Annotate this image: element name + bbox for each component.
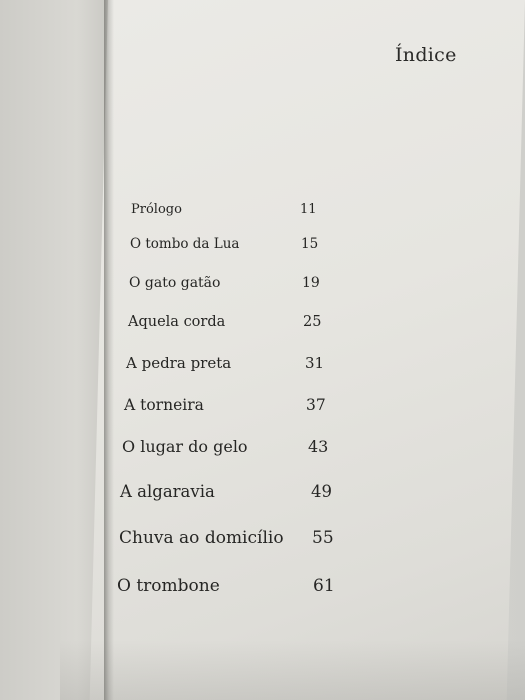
page-title: Índice bbox=[395, 44, 457, 66]
toc-entry-title: A algaravia bbox=[120, 482, 215, 501]
toc-entry-page: 49 bbox=[311, 482, 332, 501]
toc-entry-page: 55 bbox=[312, 528, 334, 548]
page-shadow bbox=[60, 640, 525, 700]
toc-entry-title: O trombone bbox=[117, 576, 220, 596]
toc-entry-page: 15 bbox=[301, 236, 319, 252]
toc-entry-page: 43 bbox=[308, 437, 329, 456]
toc-entry-page: 25 bbox=[303, 314, 322, 330]
toc-entry-page: 37 bbox=[306, 396, 326, 414]
toc-entry-title: O gato gatão bbox=[129, 275, 221, 291]
toc-entry-page: 31 bbox=[305, 354, 325, 372]
toc-entry-page: 19 bbox=[302, 275, 320, 291]
toc-entry-title: Prólogo bbox=[131, 202, 182, 217]
toc-entry-title: Chuva ao domicílio bbox=[119, 528, 284, 548]
book-spine-shadow bbox=[104, 0, 114, 700]
toc-entry-title: O tombo da Lua bbox=[130, 236, 240, 252]
toc-entry-title: A pedra preta bbox=[126, 354, 232, 372]
toc-entry-title: O lugar do gelo bbox=[122, 437, 248, 456]
toc-entry-title: Aquela corda bbox=[128, 314, 226, 330]
toc-entry-page: 11 bbox=[300, 202, 317, 217]
toc-entry-page: 61 bbox=[313, 576, 335, 596]
toc-entry-title: A torneira bbox=[124, 396, 204, 414]
